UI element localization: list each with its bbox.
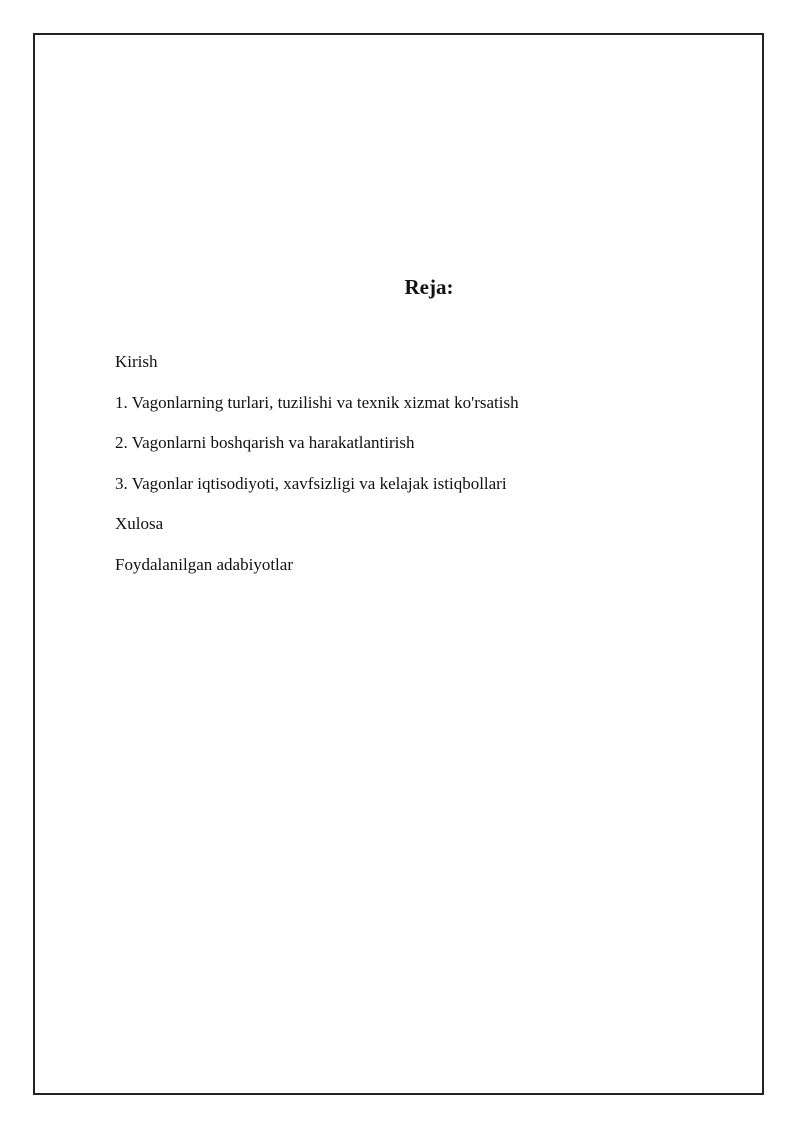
table-of-contents — [115, 350, 519, 594]
toc-item-conclusion: Xulosa — [115, 514, 164, 534]
toc-item-chapter-2: 2. Vagonlarni boshqarish va harakatlantirish — [115, 433, 415, 453]
toc-item-chapter-3: 3. Vagonlar iqtisodiyoti, xavfsizligi va kelajak istiqbollari — [115, 473, 507, 493]
page-title: Reja: — [404, 275, 454, 299]
toc-item-chapter-1: 1. Vagonlarning turlari, tuzilishi va texnik xizmat ko'rsatish — [115, 392, 519, 412]
toc-item-introduction: Kirish — [115, 352, 158, 371]
toc-item-references: Foydalanilgan adabiyotlar — [115, 554, 293, 574]
